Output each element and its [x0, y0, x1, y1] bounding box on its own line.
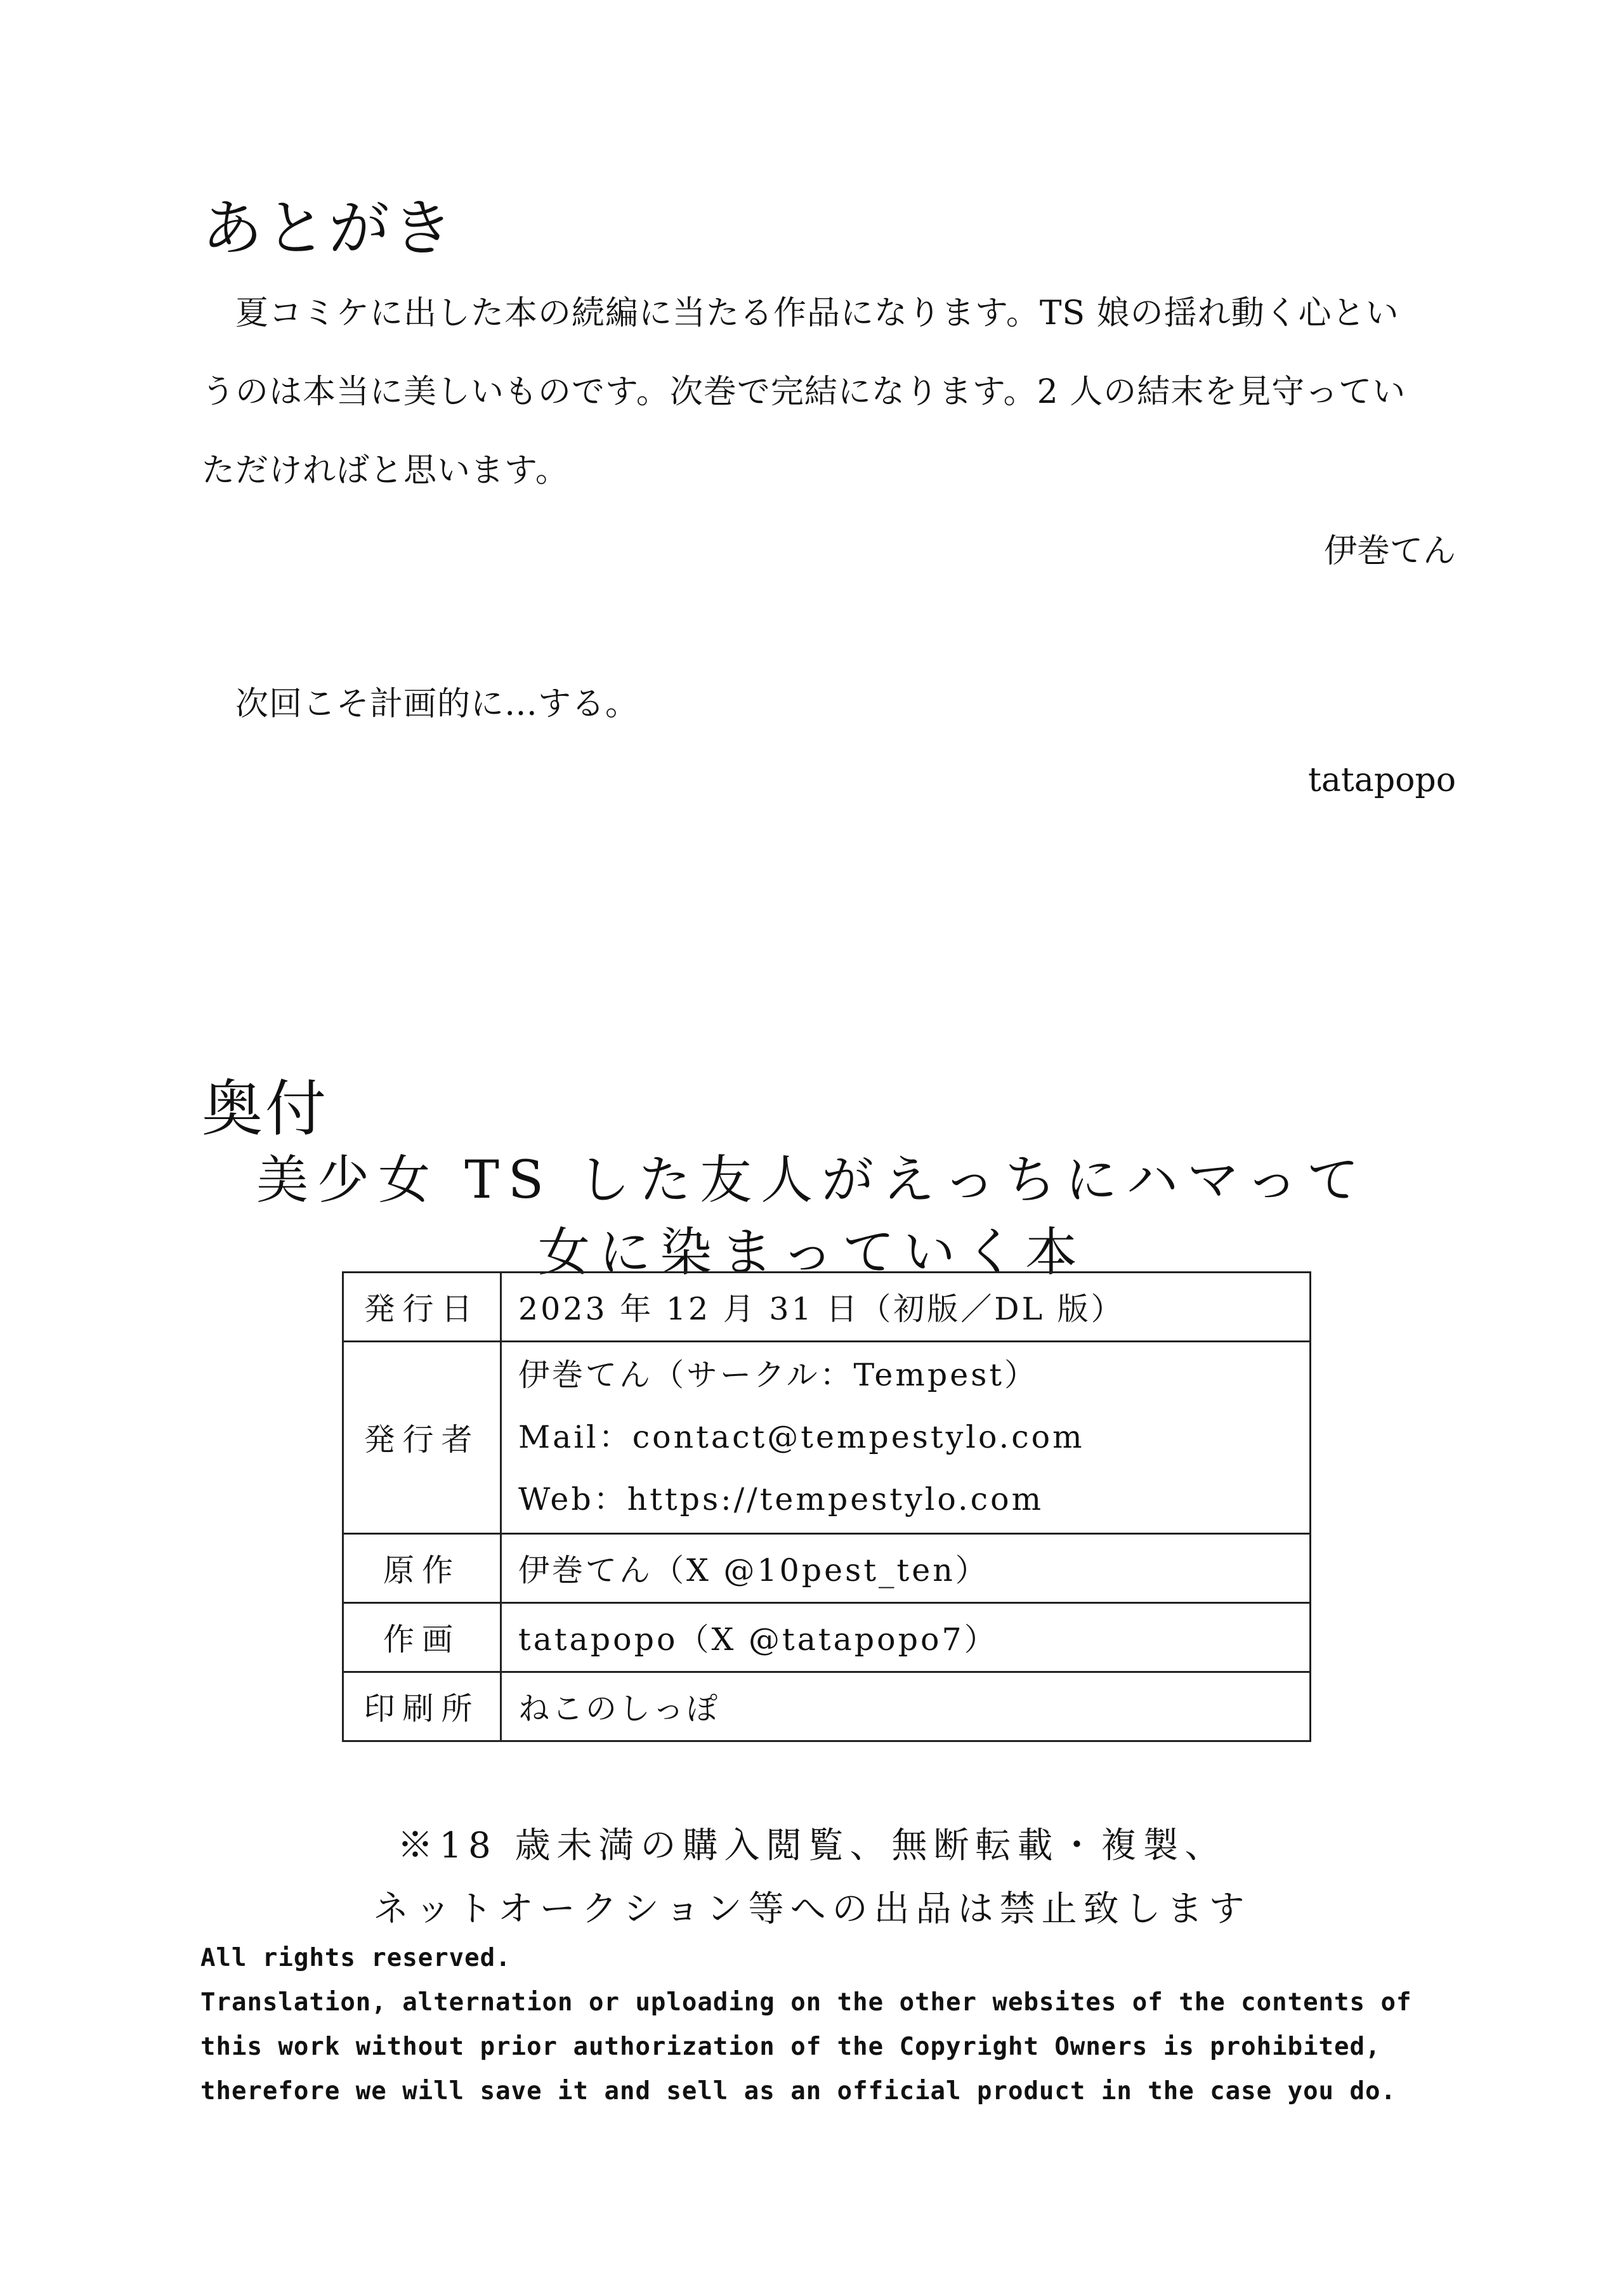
row-value: 伊巻てん（X @10pest_ten）: [501, 1534, 1311, 1603]
row-key: 発行日: [343, 1273, 501, 1342]
afterword-signature: 伊巻てん: [1323, 532, 1456, 570]
colophon-row-art: [343, 1603, 1311, 1672]
publisher-mail: Mail：contact@tempestylo.com: [518, 1419, 1085, 1455]
rights-line: All rights reserved.: [200, 1944, 511, 1972]
row-value: 2023 年 12 月 31 日（初版／DL 版）: [501, 1273, 1311, 1342]
notice-line: ネットオークション等への出品は禁止致します: [373, 1889, 1251, 1930]
rights-line: this work without prior authorization of the Copyright Owners is prohibited,: [200, 2033, 1381, 2061]
afterword-heading: あとがき: [202, 193, 455, 264]
row-value: tatapopo（X @tatapopo7）: [501, 1603, 1311, 1672]
afterword-line: うのは本当に美しいものです。次巻で完結になります。2 人の結末を見守ってい: [202, 373, 1406, 411]
rights-line: therefore we will save it and sell as an official product in the case you do.: [200, 2077, 1396, 2106]
book-title-line: 美少女 TS した友人がえっちにハマって: [256, 1150, 1368, 1210]
age-restriction-notice: [202, 1814, 1422, 1941]
afterword-signature-2: tatapopo: [1308, 761, 1456, 799]
colophon-row-original: [343, 1534, 1311, 1603]
row-key: 発行者: [343, 1342, 501, 1534]
rights-statement: [200, 1936, 1469, 2114]
row-key: 作画: [343, 1603, 501, 1672]
afterword-line: 夏コミケに出した本の続編に当たる作品になります。TS 娘の揺れ動く心とい: [202, 294, 1399, 332]
afterword-note: 次回こそ計画的に…する。: [202, 685, 639, 723]
colophon-table: [342, 1271, 1311, 1742]
publisher-name: 伊巻てん（サークル：Tempest）: [518, 1357, 1038, 1393]
colophon-row-date: [343, 1273, 1311, 1342]
book-title: [202, 1144, 1422, 1289]
afterword-paragraph: [202, 274, 1458, 510]
publisher-web: Web：https://tempestylo.com: [518, 1481, 1044, 1517]
book-title-line: 女に染まっていく本: [537, 1222, 1086, 1283]
rights-line: Translation, alternation or uploading on the other websites of the contents of: [200, 1988, 1412, 2017]
notice-line: ※18 歳未満の購入閲覧、無断転載・複製、: [397, 1825, 1227, 1866]
row-value: ねこのしっぽ: [501, 1672, 1311, 1741]
colophon-row-publisher: [343, 1342, 1311, 1534]
afterword-line: ただければと思います。: [202, 452, 569, 490]
row-key: 原作: [343, 1534, 501, 1603]
colophon-row-printer: [343, 1672, 1311, 1741]
colophon-heading: 奥付: [202, 1073, 329, 1144]
row-key: 印刷所: [343, 1672, 501, 1741]
row-value: [501, 1342, 1311, 1534]
